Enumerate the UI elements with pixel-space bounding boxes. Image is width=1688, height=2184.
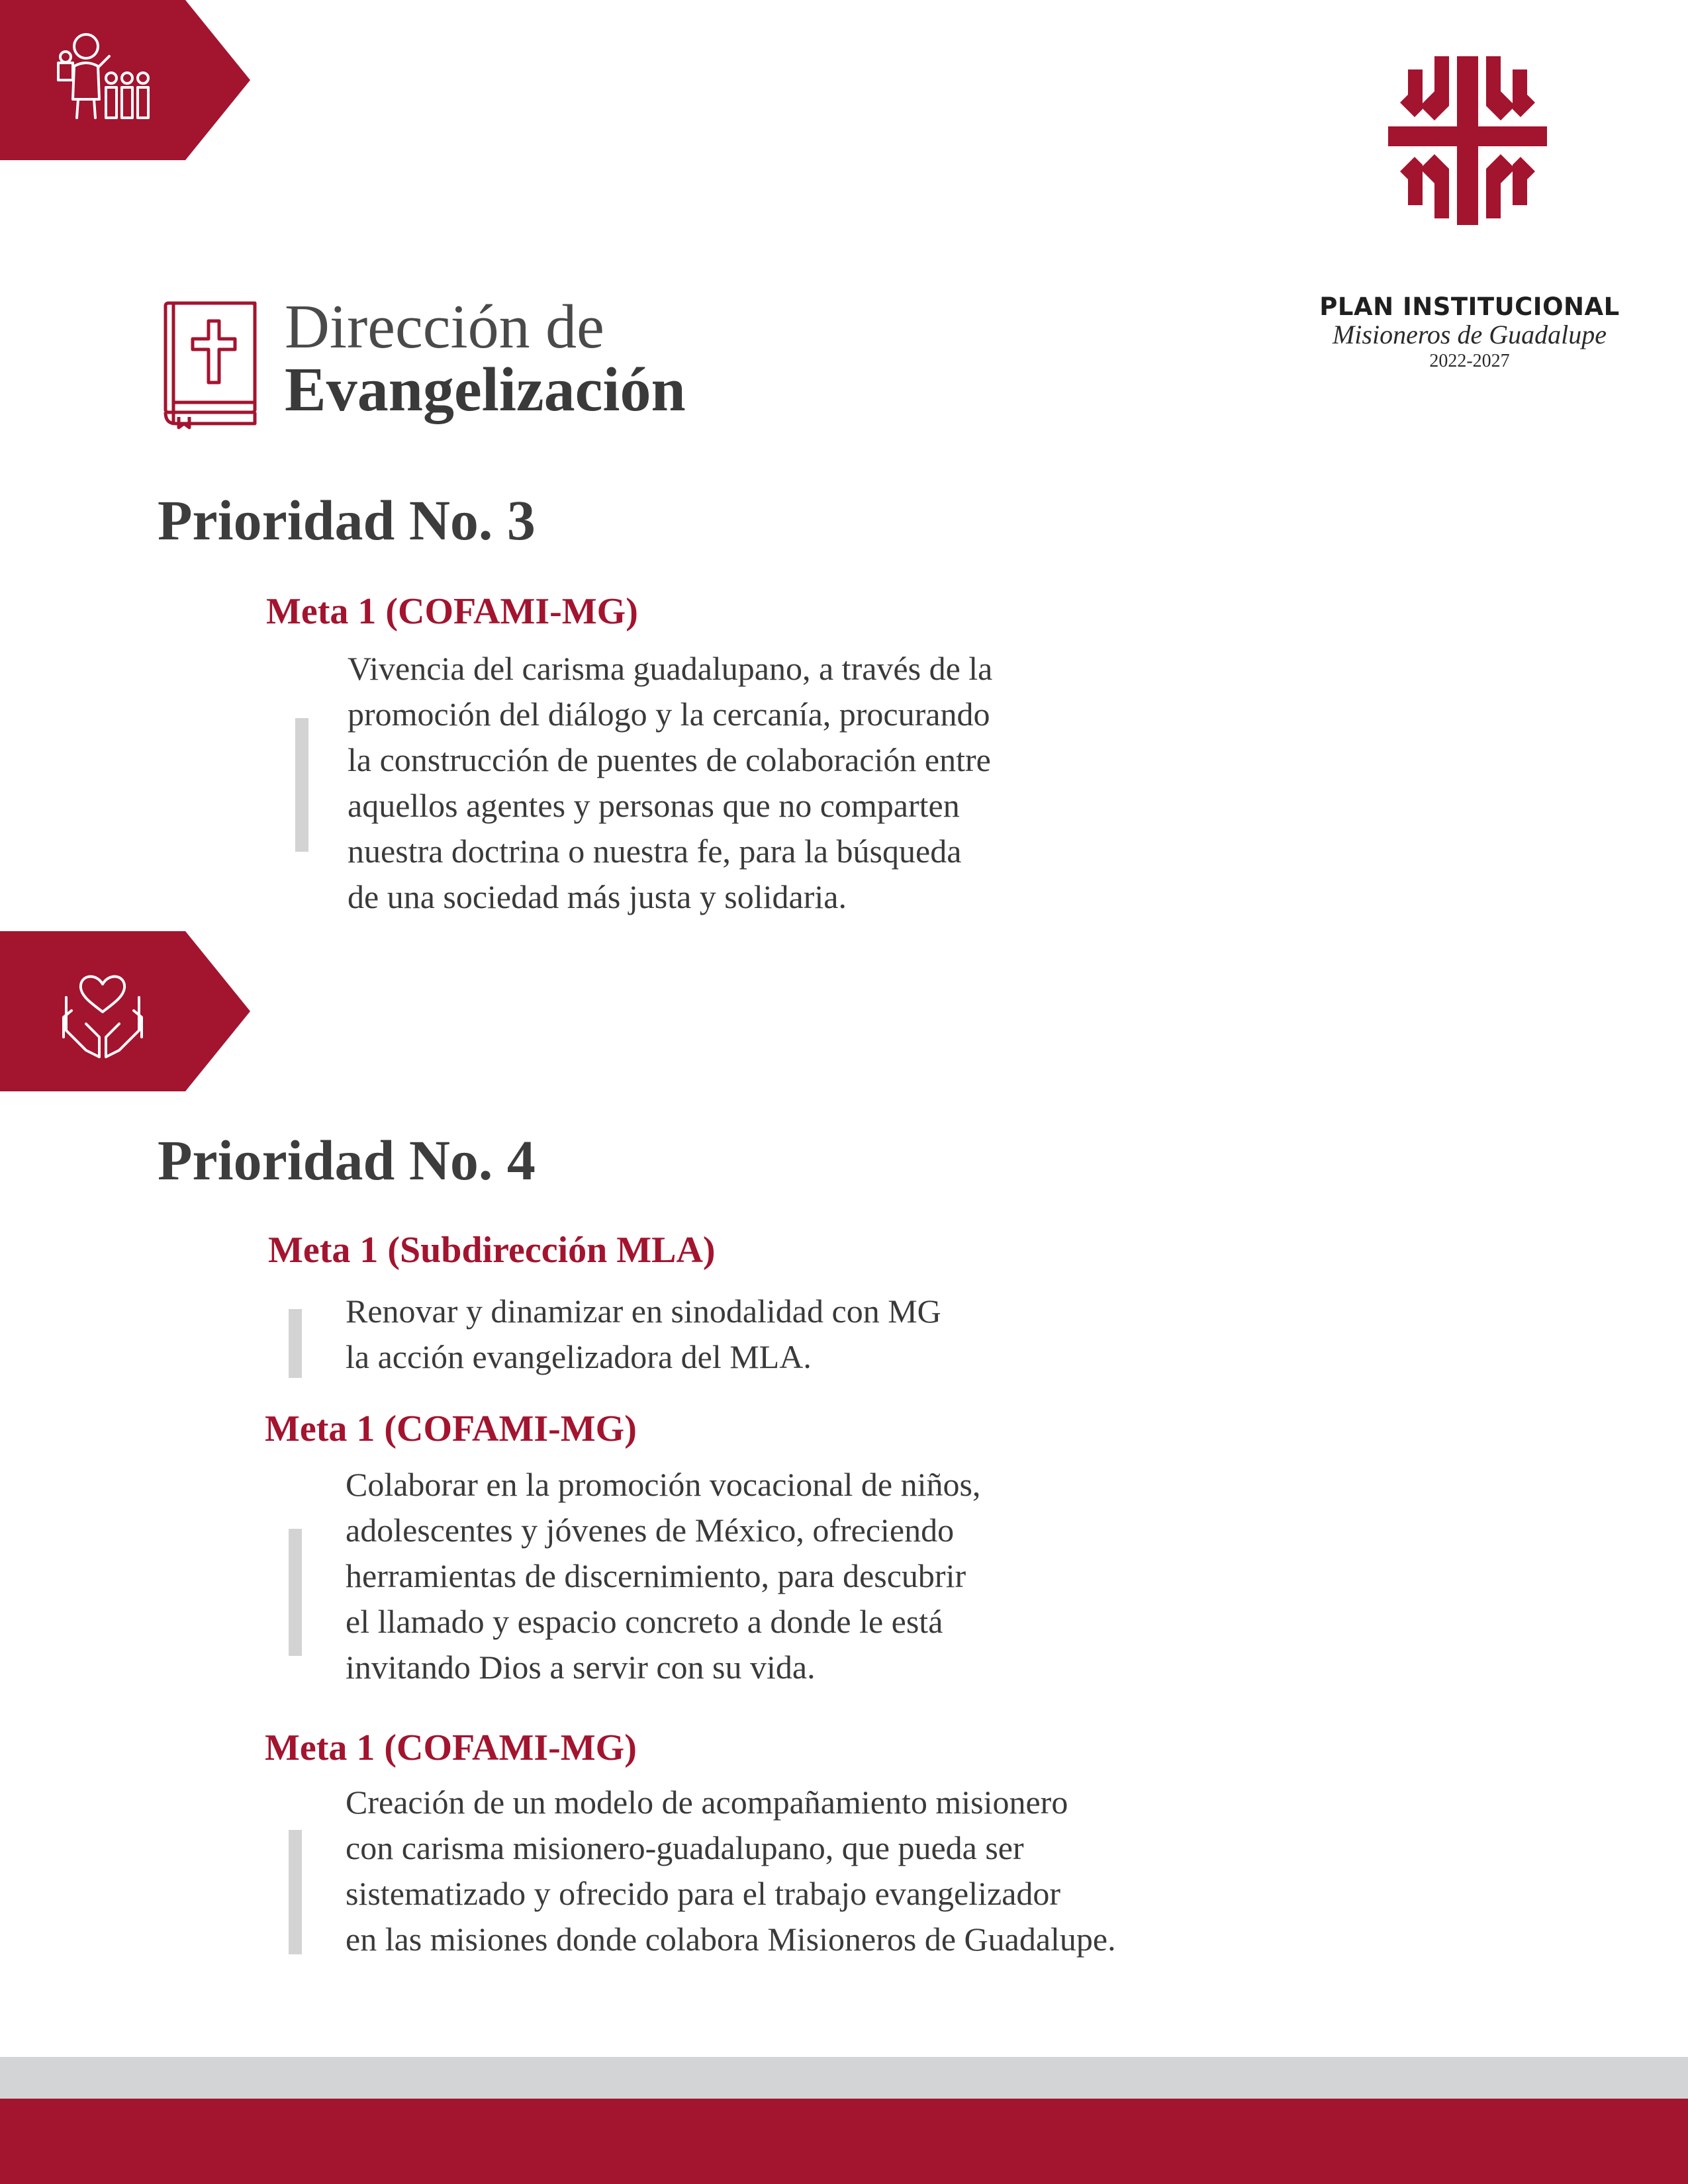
brand-title: PLAN INSTITUCIONAL (1319, 293, 1620, 321)
quote-bar (289, 1529, 302, 1656)
goal-title: Meta 1 (COFAMI-MG) (265, 1408, 637, 1449)
goal-line: la construcción de puentes de colaboración entre (348, 741, 991, 778)
priority-heading: Prioridad No. 3 (158, 488, 536, 552)
goal-line: sistematizado y ofrecido para el trabajo evangelizador (346, 1875, 1061, 1912)
goal-line: la acción evangelizadora del MLA. (346, 1338, 812, 1375)
goal-title: Meta 1 (COFAMI-MG) (265, 1727, 637, 1768)
goal-title: Meta 1 (COFAMI-MG) (266, 591, 638, 632)
goal-line: promoción del diálogo y la cercanía, procurando (348, 696, 990, 733)
quote-bar (289, 1830, 302, 1954)
direction-title-line1: Dirección de (285, 293, 604, 361)
goal-line: Vivencia del carisma guadalupano, a través de la (348, 650, 993, 687)
goal-line: el llamado y espacio concreto a donde le está (346, 1603, 943, 1640)
goal-description (346, 1780, 1116, 1962)
goal-line: invitando Dios a servir con su vida. (346, 1649, 816, 1686)
goal-line: Renovar y dinamizar en sinodalidad con MG (346, 1293, 941, 1330)
logo-emblem (1388, 56, 1547, 225)
goal-line: Creación de un modelo de acompañamiento misionero (346, 1784, 1068, 1821)
brand-subtitle: Misioneros de Guadalupe (1332, 320, 1607, 349)
institution-logo (1314, 53, 1625, 371)
brand-years: 2022-2027 (1429, 351, 1510, 371)
goal-line: Colaborar en la promoción vocacional de niños, (346, 1466, 981, 1503)
goal-description (348, 646, 992, 920)
goal-line: de una sociedad más justa y solidaria. (348, 878, 847, 915)
bible-cross-icon (159, 298, 261, 430)
priority-heading: Prioridad No. 4 (158, 1128, 536, 1192)
section-tab-family (0, 0, 252, 160)
footer-red-band (0, 2099, 1688, 2184)
goal-description (346, 1289, 941, 1380)
quote-bar (295, 718, 308, 852)
goal-line: con carisma misionero-guadalupano, que pueda ser (346, 1829, 1024, 1866)
quote-bar (289, 1309, 302, 1378)
goal-line: aquellos agentes y personas que no comparten (348, 787, 960, 824)
direction-title-line2: Evangelización (285, 355, 686, 424)
footer-gray-band (0, 2057, 1688, 2099)
goal-description (346, 1462, 980, 1690)
goal-title: Meta 1 (Subdirección MLA) (268, 1230, 716, 1271)
goal-line: adolescentes y jóvenes de México, ofreciendo (346, 1512, 955, 1549)
goal-line: en las misiones donde colabora Misioneros de Guadalupe. (346, 1921, 1116, 1958)
goal-line: herramientas de discernimiento, para descubrir (346, 1557, 966, 1594)
goal-line: nuestra doctrina o nuestra fe, para la búsqueda (348, 833, 962, 870)
section-tab-hands (0, 931, 252, 1091)
